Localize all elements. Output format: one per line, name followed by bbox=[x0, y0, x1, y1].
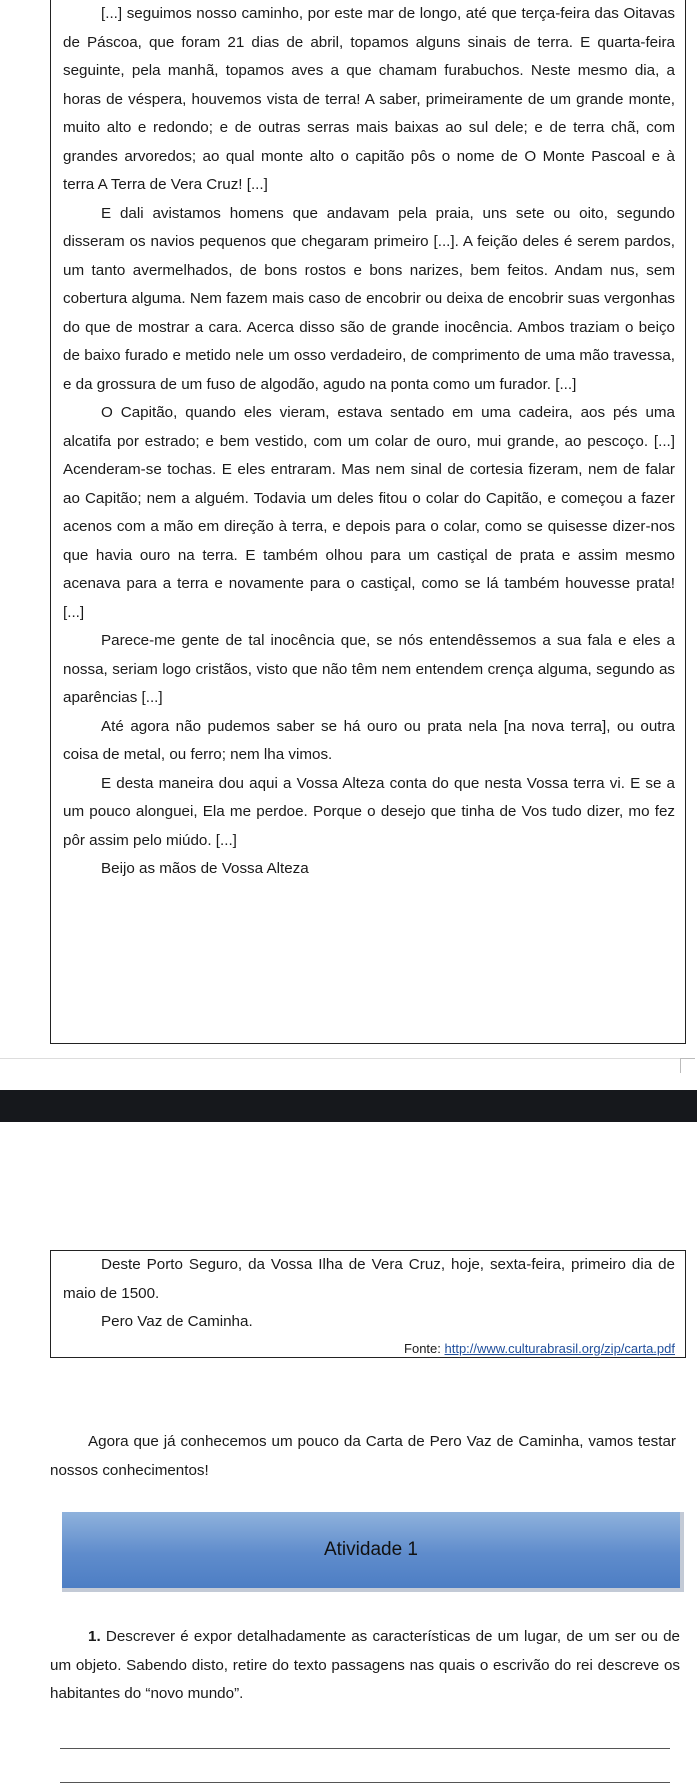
letter-excerpt-box bbox=[50, 0, 686, 1044]
activity-banner bbox=[62, 1512, 684, 1592]
page-gap-band bbox=[0, 1090, 697, 1122]
letter-closing: Deste Porto Seguro, da Vossa Ilha de Vera Cruz, hoje, sexta-feira, primeiro dia de maio de 1500. bbox=[63, 1256, 675, 1302]
source-citation bbox=[63, 1339, 675, 1359]
letter-paragraph: Até agora não pudemos saber se há ouro ou prata nela [na nova terra], ou outra coisa de metal, ou ferro; nem lha vimos. bbox=[63, 717, 675, 763]
letter-paragraph: Parece-me gente de tal inocência que, se nós entendêssemos a sua fala e eles a nossa, seriam logo cristãos, visto que não têm nem entendem crença alguma, segundo as aparências [...] bbox=[63, 632, 675, 706]
letter-signature: Pero Vaz de Caminha. bbox=[101, 1313, 253, 1330]
question-number: 1. bbox=[88, 1628, 101, 1645]
page-separator bbox=[0, 1058, 680, 1059]
activity-title: Atividade 1 bbox=[323, 1539, 418, 1560]
letter-paragraph: E desta maneira dou aqui a Vossa Alteza conta do que nesta Vossa terra vi. E se a um pouco alonguei, Ela me perdoe. Porque o desejo que tinha de Vos tudo dizer, mo fez pôr assim pelo miúdo. [...] bbox=[63, 774, 675, 849]
letter-closing-box bbox=[50, 1250, 686, 1358]
question-body: Descrever é expor detalhadamente as características de um lugar, de um ser ou de um objeto. Sabendo disto, retire do texto passagens nas quais o escrivão do rei descreve os habitantes do “novo mundo”. bbox=[50, 1628, 680, 1702]
answer-line[interactable] bbox=[60, 1782, 670, 1783]
page-corner-mark bbox=[680, 1058, 695, 1073]
source-label: Fonte: bbox=[404, 1340, 445, 1356]
intro-text-block bbox=[50, 1428, 676, 1485]
answer-line[interactable] bbox=[60, 1748, 670, 1749]
question-1 bbox=[50, 1623, 680, 1709]
letter-farewell: Beijo as mãos de Vossa Alteza bbox=[101, 860, 309, 877]
source-link[interactable]: http://www.culturabrasil.org/zip/carta.pdf bbox=[444, 1340, 675, 1356]
letter-paragraph: O Capitão, quando eles vieram, estava sentado em uma cadeira, aos pés uma alcatifa por estrado; e bem vestido, com um colar de ouro, mui grande, ao pescoço. [...] Acenderam-se tochas. E eles entraram. Mas nem sinal de cortesia fizeram, nem de falar ao Capitão; nem a alguém. Todavia um deles fitou o colar do Capitão, e começou a fazer acenos com a mão em direção à terra, e depois para o colar, como se quisesse dizer-nos que havia ouro na terra. E também olhou para um castiçal de prata e assim mesmo acenava para a terra e novamente para o castiçal, como se lá também houvesse prata! [...] bbox=[63, 404, 675, 621]
letter-paragraph: E dali avistamos homens que andavam pela praia, uns sete ou oito, segundo disseram os navios pequenos que chegaram primeiro [...]. A feição deles é serem pardos, um tanto avermelhados, de bons rostos e bons narizes, bem feitos. Andam nus, sem cobertura alguma. Nem fazem mais caso de encobrir ou deixa de encobrir suas vergonhas do que de mostrar a cara. Acerca disso são de grande inocência. Ambos traziam o beiço de baixo furado e metido nele um osso verdadeiro, de comprimento de uma mão travessa, e da grossura de um fuso de algodão, agudo na ponta como um furador. [...] bbox=[63, 204, 675, 393]
letter-paragraph: [...] seguimos nosso caminho, por este mar de longo, até que terça-feira das Oitavas de Páscoa, que foram 21 dias de abril, topamos alguns sinais de terra. E quarta-feira seguinte, pela manhã, topamos aves a que chamam furabuchos. Neste mesmo dia, a horas de véspera, houvemos vista de terra! A saber, primeiramente de um grande monte, muito alto e redondo; e de outras serras mais baixas ao sul dele; e de terra chã, com grandes arvoredos; ao qual monte alto o capitão pôs o nome de O Monte Pascoal e à terra A Terra de Vera Cruz! [...] bbox=[63, 5, 675, 193]
intro-text: Agora que já conhecemos um pouco da Carta de Pero Vaz de Caminha, vamos testar nossos conhecimentos! bbox=[50, 1433, 676, 1479]
question-text bbox=[50, 1623, 680, 1709]
